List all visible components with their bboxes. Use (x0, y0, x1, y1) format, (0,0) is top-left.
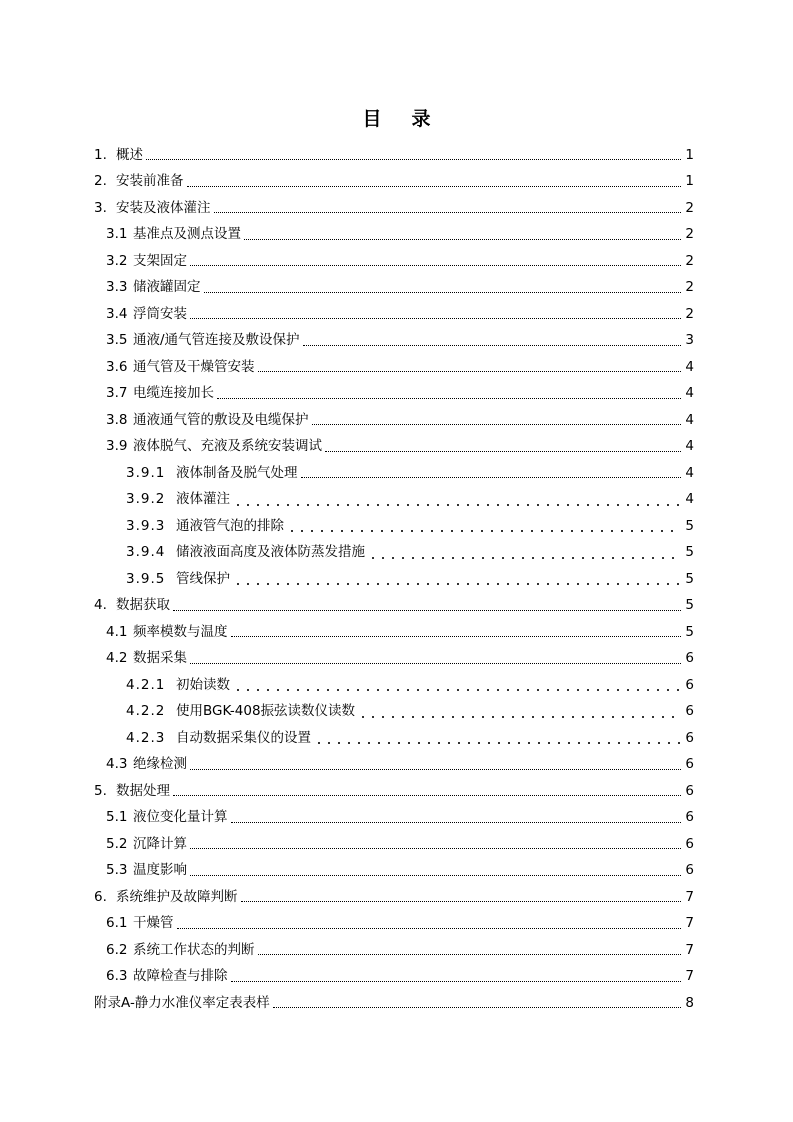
toc-entry-page: 1 (685, 146, 694, 163)
toc-entry[interactable] (94, 778, 694, 805)
toc-leader-dots (231, 970, 682, 984)
toc-entry-page: 2 (685, 252, 694, 269)
toc-leader-dots (231, 811, 682, 825)
toc-entry[interactable] (94, 593, 694, 620)
toc-leader-dots (233, 572, 681, 586)
toc-entry-title: 液体制备及脱气处理 (176, 464, 298, 481)
toc-leader-dots (190, 758, 681, 772)
toc-entry-number: 4.3 (106, 756, 128, 772)
toc-entry-page: 2 (685, 199, 694, 216)
toc-entry-title: 浮筒安装 (133, 305, 187, 322)
toc-entry[interactable] (94, 248, 694, 275)
toc-entry-number: 3.2 (106, 252, 128, 269)
toc-entry[interactable] (94, 460, 694, 487)
toc-entry-title: 基准点及测点设置 (133, 226, 241, 242)
toc-entry-page: 6 (685, 676, 694, 693)
toc-entry-page: 5 (685, 597, 694, 613)
toc-entry-page: 2 (685, 305, 694, 322)
toc-entry[interactable] (94, 911, 694, 938)
toc-entry[interactable] (94, 566, 694, 593)
toc-entry[interactable] (94, 884, 694, 911)
toc-entry[interactable] (94, 699, 694, 726)
toc-entry-number: 3.4 (106, 305, 128, 322)
toc-leader-dots (190, 837, 681, 851)
toc-entry-page: 7 (685, 888, 694, 905)
toc-entry-number: 4.2.1 (126, 676, 166, 693)
toc-entry-title: 管线保护 (176, 570, 230, 587)
toc-entry-page: 4 (685, 385, 694, 401)
toc-entry-page: 5 (685, 623, 694, 640)
toc-entry-number: 5.1 (106, 809, 128, 825)
toc-entry-title: 液体灌注 (176, 491, 230, 507)
toc-entry[interactable] (94, 646, 694, 673)
toc-leader-dots (244, 228, 681, 242)
toc-entry[interactable] (94, 805, 694, 832)
toc-entry-page: 8 (685, 994, 694, 1011)
toc-leader-dots (258, 943, 682, 957)
toc-entry-title: 数据处理 (116, 782, 170, 799)
toc-entry-number: 6. (94, 888, 107, 905)
toc-entry-page: 6 (685, 782, 694, 799)
toc-entry-number: 3.5 (106, 332, 128, 348)
toc-leader-dots (314, 731, 681, 745)
toc-entry-title: 支架固定 (133, 252, 187, 269)
toc-entry-page: 6 (685, 729, 694, 746)
toc-entry[interactable] (94, 858, 694, 885)
toc-entry-title: 概述 (116, 146, 143, 163)
toc-title (0, 104, 793, 131)
toc-entry[interactable] (94, 328, 694, 355)
toc-entry-page: 6 (685, 862, 694, 878)
toc-leader-dots (241, 890, 682, 904)
toc-entry-page: 5 (685, 517, 694, 534)
toc-entry-number: 5.3 (106, 862, 128, 878)
toc-entry[interactable] (94, 275, 694, 302)
toc-entry-title: 液位变化量计算 (133, 809, 228, 825)
toc-title-char-1: 目 (362, 108, 382, 130)
toc-entry-title: 数据获取 (116, 597, 170, 613)
toc-leader-dots (258, 360, 682, 374)
toc-entry-title: 自动数据采集仪的设置 (176, 729, 311, 746)
toc-leader-dots (217, 387, 681, 401)
toc-leader-dots (312, 413, 682, 427)
toc-entry-page: 4 (685, 358, 694, 375)
toc-entry-title: 通液/通气管连接及敷设保护 (133, 332, 300, 348)
toc-entry-title: 数据采集 (133, 650, 187, 666)
toc-leader-dots (190, 307, 681, 321)
toc-entry-title: 安装及液体灌注 (116, 199, 211, 216)
toc-entry-number: 2. (94, 173, 107, 189)
toc-entry-page: 4 (685, 438, 694, 454)
toc-entry-number: 4.2.2 (126, 703, 166, 719)
toc-entry[interactable] (94, 672, 694, 699)
toc-leader-dots (204, 281, 682, 295)
toc-entry-number: 5.2 (106, 835, 128, 852)
toc-entry-number: 3.9.1 (126, 464, 166, 481)
toc-entry[interactable] (94, 990, 694, 1017)
toc-entry-number: 3.6 (106, 358, 128, 375)
toc-leader-dots (233, 493, 681, 507)
toc-entry[interactable] (94, 301, 694, 328)
toc-entry-number: 6.3 (106, 968, 128, 984)
toc-entry-page: 4 (685, 491, 694, 507)
toc-entry-number: 3.7 (106, 385, 128, 401)
toc-leader-dots (358, 705, 681, 719)
toc-leader-dots (214, 201, 682, 215)
toc-leader-dots (301, 466, 682, 480)
toc-entry[interactable] (94, 831, 694, 858)
toc-entry-title: 电缆连接加长 (133, 385, 214, 401)
toc-entry-title: 使用BGK-408振弦读数仪读数 (176, 703, 356, 719)
toc-entry-number: 4. (94, 597, 107, 613)
toc-entry-title: 通液通气管的敷设及电缆保护 (133, 411, 309, 428)
toc-entry-title: 储液液面高度及液体防蒸发措施 (176, 544, 365, 560)
toc-entry-number: 3.9.4 (126, 544, 166, 560)
toc-entry-page: 2 (685, 279, 694, 295)
toc-entry-number: 3. (94, 199, 107, 216)
toc-entry-page: 6 (685, 809, 694, 825)
toc-leader-dots (173, 784, 681, 798)
toc-leader-dots (233, 678, 681, 692)
toc-entry[interactable] (94, 619, 694, 646)
toc-entry-page: 2 (685, 226, 694, 242)
toc-leader-dots (187, 175, 682, 189)
toc-entry-title: 储液罐固定 (133, 279, 201, 295)
toc-entry-page: 4 (685, 464, 694, 481)
toc-leader-dots (190, 652, 681, 666)
toc-entry-number: 3.3 (106, 279, 128, 295)
toc-entry[interactable] (94, 354, 694, 381)
toc-entry-page: 5 (685, 570, 694, 587)
toc-entry-page: 6 (685, 756, 694, 772)
toc-entry-number: 3.9.5 (126, 570, 166, 587)
toc-entry[interactable] (94, 752, 694, 779)
toc-entry[interactable] (94, 381, 694, 408)
toc-entry[interactable] (94, 142, 694, 169)
toc-entry-number: 1. (94, 146, 107, 163)
toc-entry-number: 3.9.3 (126, 517, 166, 534)
toc-entry-number: 6.2 (106, 941, 128, 958)
toc-entry-title: 绝缘检测 (133, 756, 187, 772)
toc-entry-title: 安装前准备 (116, 173, 184, 189)
toc-entry-title: 沉降计算 (133, 835, 187, 852)
toc-leader-dots (190, 864, 681, 878)
toc-entry-number: 3.8 (106, 411, 128, 428)
toc-entry-title: 初始读数 (176, 676, 230, 693)
toc-entry-number: 5. (94, 782, 107, 799)
toc-entry-number: 3.9 (106, 438, 128, 454)
toc-entry[interactable] (94, 513, 694, 540)
toc-entry-title: 温度影响 (133, 862, 187, 878)
toc-entry-title: 液体脱气、充液及系统安装调试 (133, 438, 322, 454)
toc-entry-page: 6 (685, 650, 694, 666)
toc-title-char-2: 录 (411, 108, 431, 130)
toc-entry-title: 附录A-静力水准仪率定表表样 (94, 994, 270, 1011)
toc-entry-title: 系统维护及故障判断 (116, 888, 238, 905)
toc-entry[interactable] (94, 725, 694, 752)
toc-entry[interactable] (94, 540, 694, 567)
toc-entry-title: 干燥管 (133, 915, 174, 931)
toc-entry-page: 7 (685, 968, 694, 984)
toc-leader-dots (273, 996, 681, 1010)
toc-entry-page: 3 (685, 332, 694, 348)
toc-entry-number: 6.1 (106, 915, 128, 931)
toc-entry-page: 7 (685, 915, 694, 931)
toc-leader-dots (368, 546, 681, 560)
toc-leader-dots (325, 440, 681, 454)
toc-entry-title: 系统工作状态的判断 (133, 941, 255, 958)
toc-entry-page: 1 (685, 173, 694, 189)
toc-entry[interactable] (94, 195, 694, 222)
toc-leader-dots (177, 917, 682, 931)
toc-entry[interactable] (94, 169, 694, 196)
toc-entry-title: 通气管及干燥管安装 (133, 358, 255, 375)
toc-entry-number: 4.1 (106, 623, 128, 640)
toc-leader-dots (146, 148, 681, 162)
toc-entry[interactable] (94, 222, 694, 249)
toc-entry-page: 6 (685, 703, 694, 719)
toc-entry-page: 6 (685, 835, 694, 852)
toc-entry-number: 4.2 (106, 650, 128, 666)
toc-entry-page: 4 (685, 411, 694, 428)
toc-entry[interactable] (94, 487, 694, 514)
toc-entry[interactable] (94, 434, 694, 461)
toc-leader-dots (303, 334, 681, 348)
toc-leader-dots (173, 599, 681, 613)
toc-leader-dots (190, 254, 681, 268)
toc-entry-title: 通液管气泡的排除 (176, 517, 284, 534)
toc-entry-page: 5 (685, 544, 694, 560)
table-of-contents (94, 142, 694, 1017)
toc-entry-number: 3.1 (106, 226, 128, 242)
toc-entry-title: 频率模数与温度 (133, 623, 228, 640)
toc-entry-number: 4.2.3 (126, 729, 166, 746)
toc-entry-page: 7 (685, 941, 694, 958)
toc-entry-number: 3.9.2 (126, 491, 166, 507)
toc-entry-title: 故障检查与排除 (133, 968, 228, 984)
toc-leader-dots (287, 519, 681, 533)
toc-entry[interactable] (94, 964, 694, 991)
toc-entry[interactable] (94, 407, 694, 434)
toc-entry[interactable] (94, 937, 694, 964)
toc-leader-dots (231, 625, 682, 639)
